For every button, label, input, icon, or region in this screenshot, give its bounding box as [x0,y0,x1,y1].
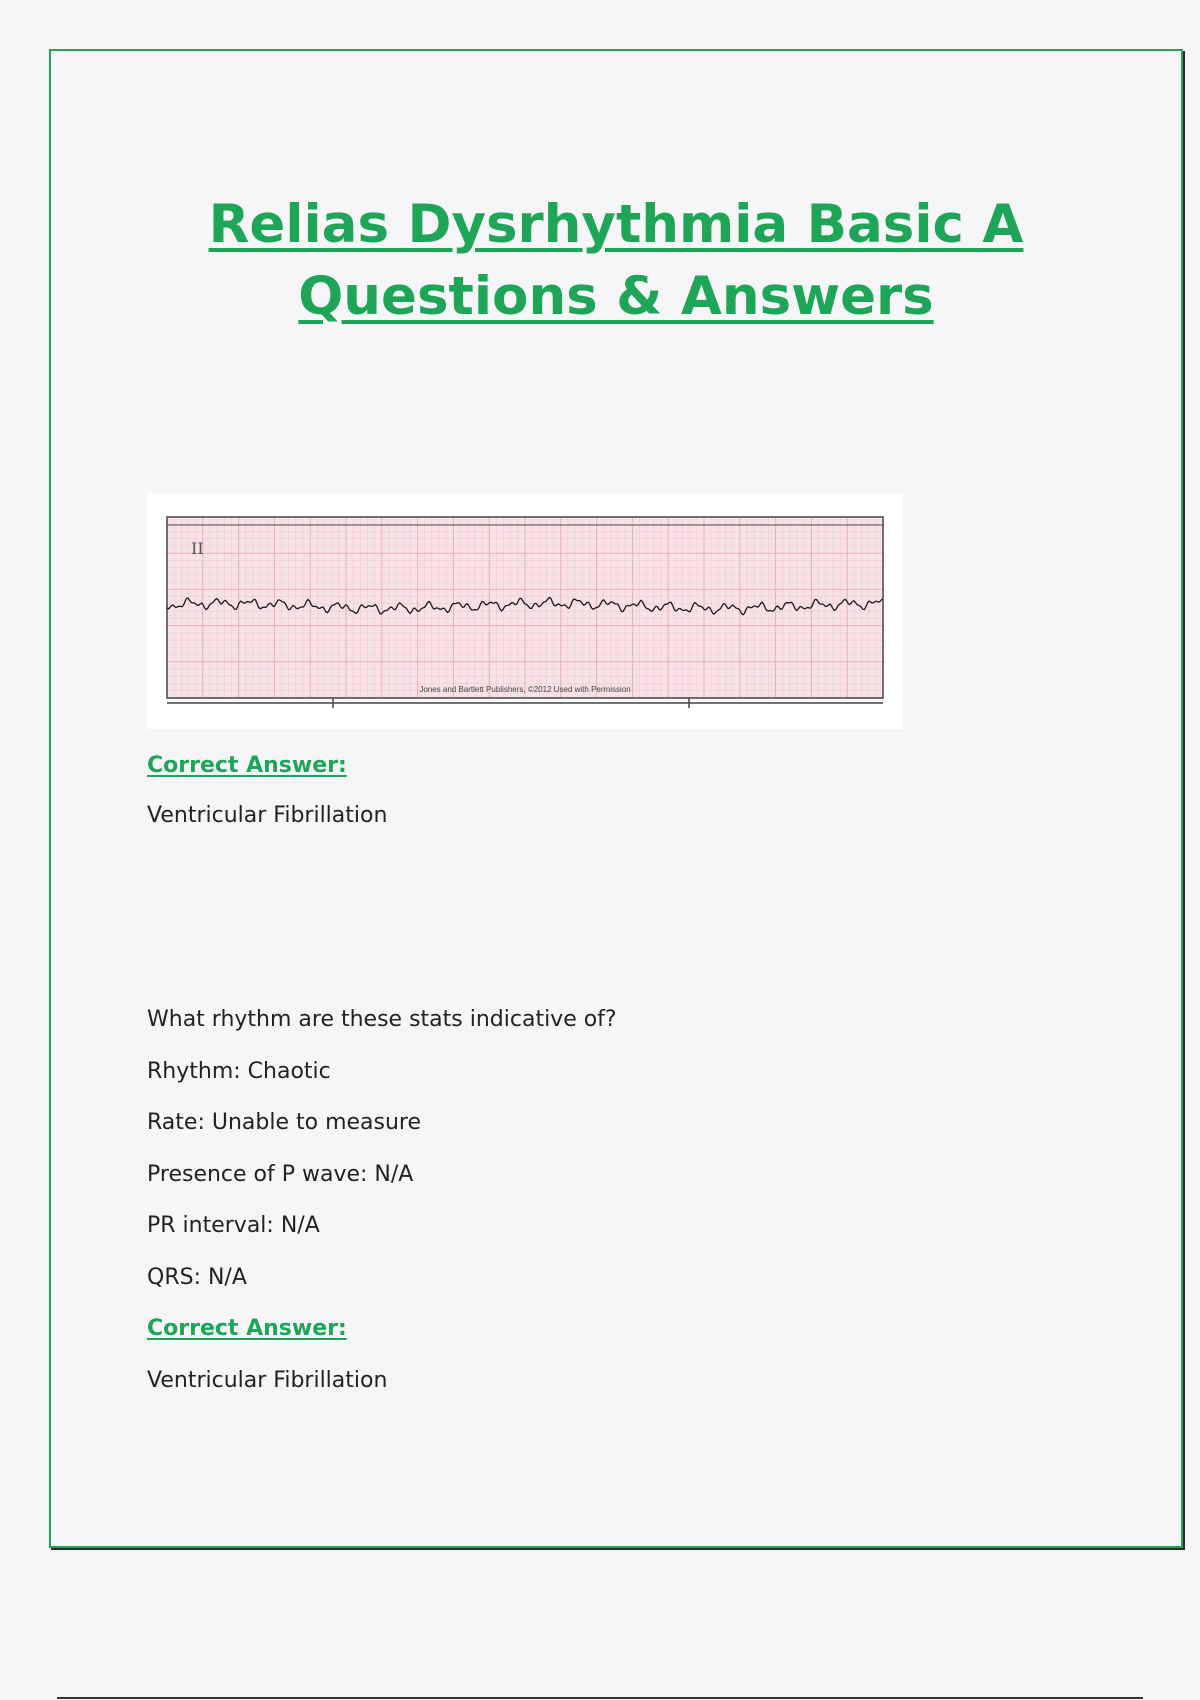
stat-rate: Rate: Unable to measure [147,1110,422,1135]
stat-p-wave: Presence of P wave: N/A [147,1162,414,1187]
stat-qrs: QRS: N/A [147,1265,247,1290]
document-title [51,189,1181,333]
title-line-1: Relias Dysrhythmia Basic A [208,194,1024,255]
question-2-answer: Ventricular Fibrillation [147,1368,388,1393]
question-2-prompt: What rhythm are these stats indicative of? [147,1007,617,1032]
stat-rhythm: Rhythm: Chaotic [147,1059,331,1084]
ecg-credit: Jones and Bartlett Publishers, ©2012 Used with Permission [419,685,631,694]
ecg-strip-image [147,493,903,729]
ecg-lead-label: II [191,539,204,558]
stat-pr-interval: PR interval: N/A [147,1213,320,1238]
question-2-answer-label: Correct Answer: [147,1316,347,1341]
title-line-2: Questions & Answers [298,266,934,327]
question-1-answer-label: Correct Answer: [147,753,347,778]
document-page [49,49,1183,1548]
page-divider [57,1697,1143,1699]
ecg-trace-icon [147,493,903,729]
question-1-answer: Ventricular Fibrillation [147,803,388,828]
